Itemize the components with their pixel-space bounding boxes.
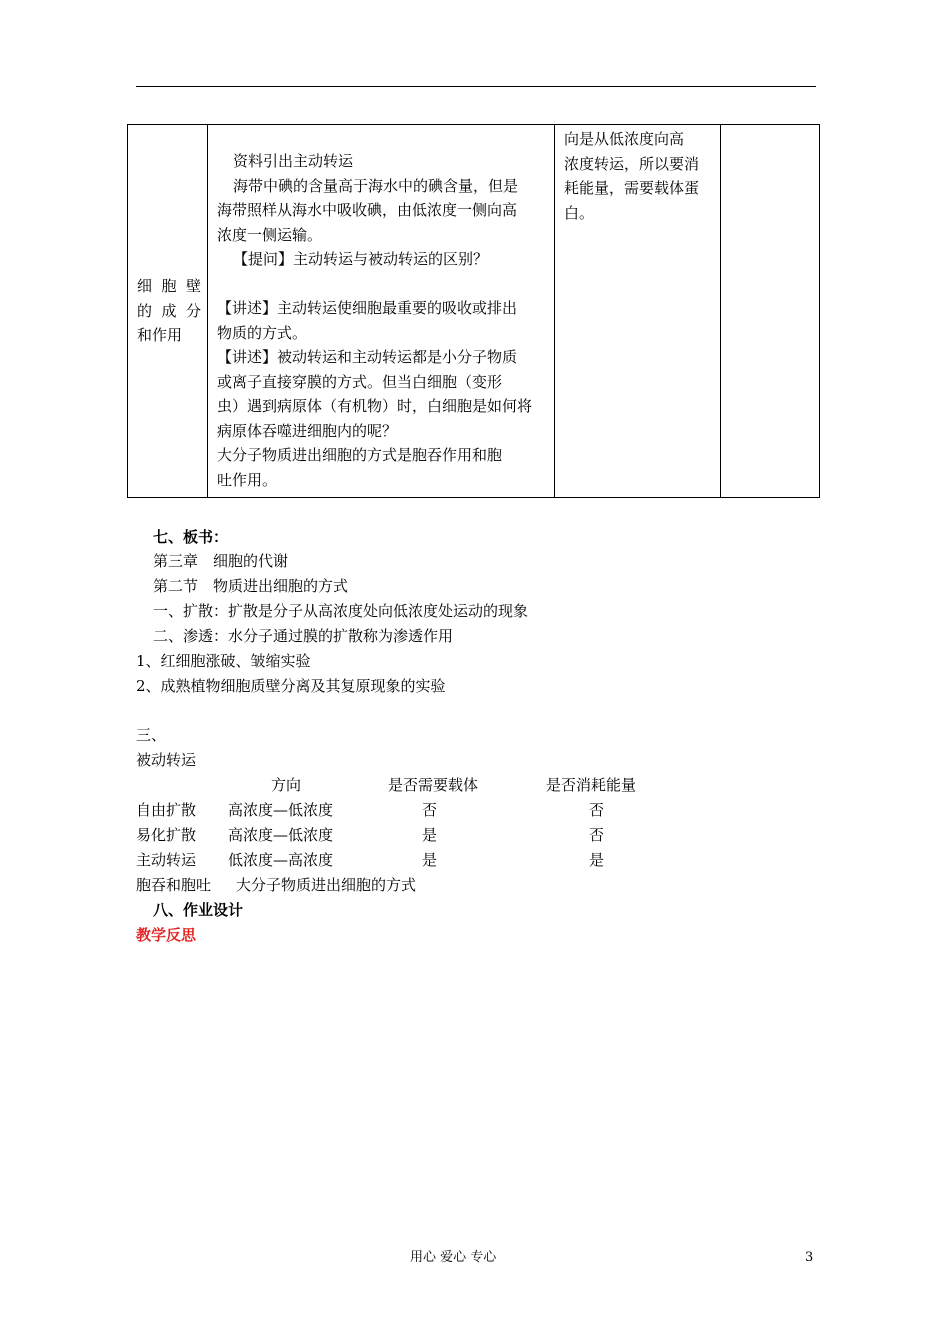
- row-label: 易化扩散: [136, 826, 197, 844]
- text-line: 向是从低浓度向高: [564, 130, 685, 148]
- col-header-energy: 是否消耗能量: [546, 776, 637, 794]
- topic-cell: [128, 125, 208, 498]
- row-carrier: 是: [422, 826, 438, 844]
- topic-line: 的 成 分: [137, 301, 201, 320]
- page-number: 3: [805, 1250, 814, 1265]
- homework-heading: 八、作业设计: [153, 901, 244, 919]
- topic-line: 和作用: [137, 326, 183, 345]
- board-heading: 七、板书：: [153, 528, 229, 546]
- text-line: 浓度一侧运输。: [217, 225, 323, 244]
- board-experiment-1: 1、红细胞涨破、皱缩实验: [136, 652, 311, 670]
- text-line: 吐作用。: [217, 470, 278, 489]
- board-section: 第二节 物质进出细胞的方式: [153, 577, 349, 595]
- row-label: 自由扩散: [136, 801, 197, 819]
- reflection-heading: 教学反思: [136, 926, 197, 944]
- notes-cell: [721, 125, 820, 498]
- board-item-osmosis: 二、渗透：水分子通过膜的扩散称为渗透作用: [153, 627, 454, 645]
- row-direction: 高浓度—低浓度: [228, 801, 334, 819]
- row-carrier: 否: [422, 801, 438, 819]
- header-rule: [136, 86, 816, 87]
- lesson-table: [127, 124, 820, 498]
- text-line: 病原体吞噬进细胞内的呢？: [217, 421, 398, 440]
- col-header-direction: 方向: [271, 776, 302, 794]
- text-line: 【讲述】被动转运和主动转运都是小分子物质: [217, 348, 518, 366]
- text-line: 或离子直接穿膜的方式。但当白细胞（变形: [217, 372, 503, 391]
- board-item-diffusion: 一、扩散：扩散是分子从高浓度处向低浓度处运动的现象: [153, 602, 529, 620]
- text-line: 虫）遇到病原体（有机物）时，白细胞是如何将: [217, 397, 533, 415]
- row-carrier: 是: [422, 851, 438, 869]
- board-experiment-2: 2、成熟植物细胞质壁分离及其复原现象的实验: [136, 677, 446, 695]
- board-item-3: 三、: [136, 726, 167, 744]
- blank-line: [217, 272, 548, 297]
- col-header-carrier: 是否需要载体: [388, 776, 479, 794]
- text-line: 【提问】主动转运与被动转运的区别？: [233, 250, 489, 268]
- row-direction: 低浓度—高浓度: [228, 851, 334, 869]
- row-direction: 高浓度—低浓度: [228, 826, 334, 844]
- text-line: 【讲述】主动转运使细胞最重要的吸收或排出: [217, 299, 518, 317]
- topic-line: 细 胞 壁: [137, 277, 201, 296]
- row-label: 主动转运: [136, 851, 197, 869]
- endocytosis-label: 胞吞和胞吐: [136, 876, 212, 894]
- text-line: 白。: [564, 203, 595, 222]
- text-line: 浓度转运，所以要消: [564, 154, 700, 173]
- footer-motto: 用心 爱心 专心: [410, 1250, 497, 1265]
- teacher-activity-cell: [208, 125, 555, 498]
- row-energy: 否: [589, 801, 605, 819]
- text-line: 资料引出主动转运: [233, 152, 354, 170]
- text-line: 海带中碘的含量高于海水中的碘含量，但是: [233, 176, 519, 195]
- text-line: 耗能量，需要载体蛋: [564, 179, 700, 197]
- board-passive-transport: 被动转运: [136, 751, 197, 769]
- student-activity-cell: [555, 125, 721, 498]
- text-line: 海带照样从海水中吸收碘，由低浓度一侧向高: [217, 201, 518, 219]
- endocytosis-text: 大分子物质进出细胞的方式: [236, 876, 417, 894]
- board-chapter: 第三章 细胞的代谢: [153, 552, 289, 570]
- text-line: 物质的方式。: [217, 323, 308, 342]
- text-line: 大分子物质进出细胞的方式是胞吞作用和胞: [217, 446, 503, 464]
- row-energy: 否: [589, 826, 605, 844]
- row-energy: 是: [589, 851, 605, 869]
